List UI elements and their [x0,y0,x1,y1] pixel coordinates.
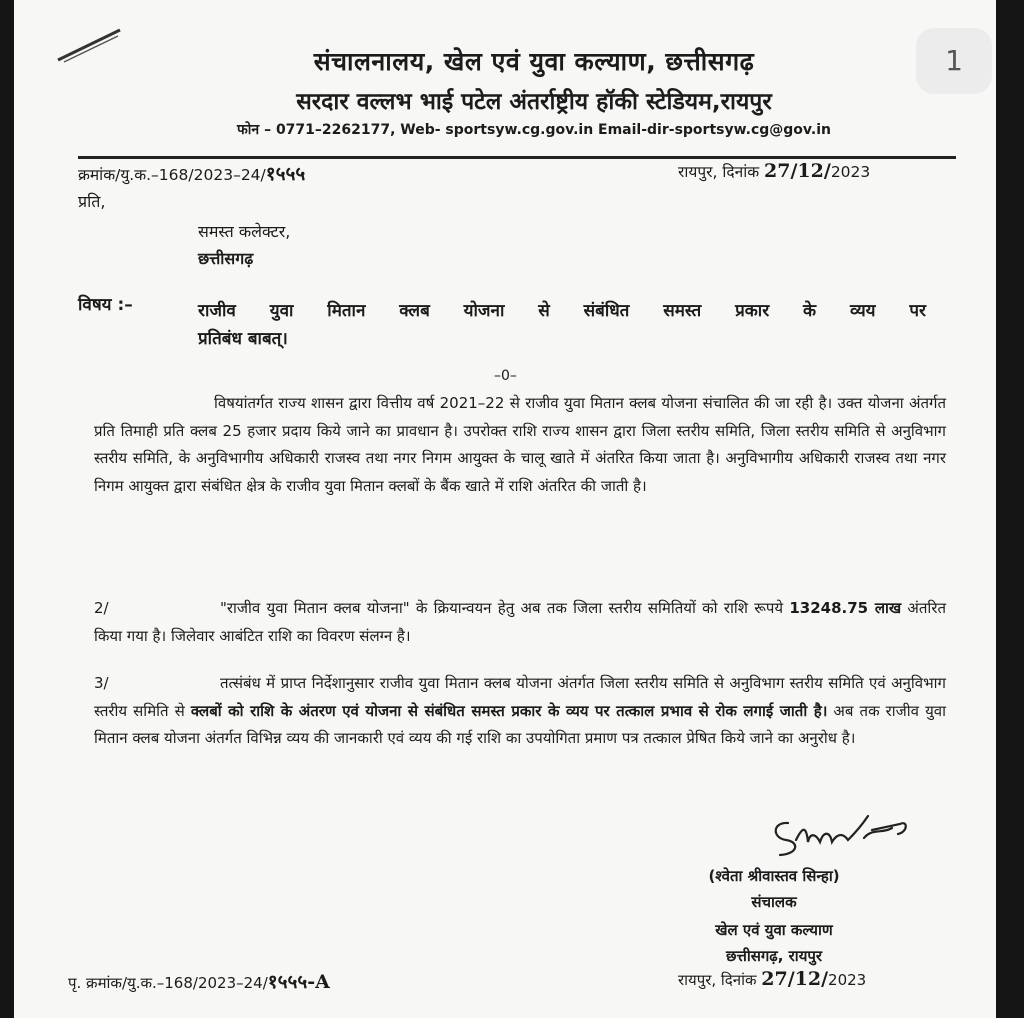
letterhead-address: सरदार वल्लभ भाई पटेल अंतर्राष्ट्रीय हॉकी स्टेडियम,रायपुर [296,89,772,115]
signatory-location: छत्तीसगढ़, रायपुर [725,947,823,965]
subject-line2: प्रतिबंध बाबत्। [198,329,288,349]
signatory-department: खेल एवं युवा कल्याण [715,921,833,939]
signatory-name: (श्वेता श्रीवास्तव सिन्हा) [708,867,840,885]
handwritten-signature [768,808,928,863]
pen-tick-mark [54,26,124,66]
amount-figure: 13248.75 लाख [789,599,902,617]
reference-number: क्रमांक/यु.क.–168/2023–24/१५५५ [78,163,306,185]
separator: –0– [494,368,517,384]
endorsement-reference: पृ. क्रमांक/यु.क.–168/2023–24/१५५५-A [68,971,330,993]
signatory-title: संचालक [751,893,797,911]
header-rule [78,156,956,159]
page-number-badge: 1 [916,28,992,94]
paragraph-1: विषयांतर्गत राज्य शासन द्वारा वित्तीय वर्ष 2021–22 से राजीव युवा मितान क्लब योजना संचालित की जा रही है। उक्त योजना अंतर्गत प्रति तिमाही प्रति क्लब 25 हजार प्रदाय किये जाने का प्रावधान है। उपरोक्त राशि राज्य शासन द्वारा जिला स्तरीय समिति, जिला स्तरीय समिति से अनुविभाग स्तरीय समिति, के अनुविभागीय अधिकारी राजस्व तथा नगर निगम आयुक्त के चालू खाते में अंतरित किया जाता है। अनुविभागीय अधिकारी राजस्व तथा नगर निगम आयुक्त द्वारा संबंधित क्षेत्र के राजीव युवा मितान क्लबों के बैंक खाते में राशि अंतरित की जाती है। [94,394,946,495]
document-page [14,0,996,1018]
letterhead-office: संचालनालय, खेल एवं युवा कल्याण, छत्तीसगढ़ [313,47,755,76]
restriction-statement: क्लबों को राशि के अंतरण एवं योजना से संबंधित समस्त प्रकार के व्यय पर तत्काल प्रभाव से रोक लगाई जाती है। [190,701,828,720]
paragraph-3-number: 3/ [94,674,109,692]
subject-line1: राजीव युवा मितान क्लब योजना से संबंधित समस्त प्रकार के व्यय पर [198,301,926,321]
paragraph-3: 3/ तत्संबंध में प्राप्त निर्देशानुसार राजीव युवा मितान क्लब योजना अंतर्गत जिला स्तरीय समिति से अनुविभाग स्तरीय समिति एवं अनुविभाग स्तरीय समिति से क्लबों को राशि के अंतरण एवं योजना से संबंधित समस्त प्रकार के व्यय पर तत्काल प्रभाव से रोक लगाई जाती है। अब तक राजीव युवा मितान क्लब योजना अंतर्गत विभिन्न व्यय की जानकारी एवं व्यय की गई राशि का उपयोगिता प्रमाण पत्र तत्काल प्रेषित किये जाने का अनुरोध है। [94,670,946,753]
endorsement-date: रायपुर, दिनांक 27/12/2023 [678,968,867,990]
to-label: प्रति, [78,192,106,211]
letter-date: रायपुर, दिनांक 27/12/2023 [678,160,871,182]
paragraph-2-number: 2/ [94,599,109,617]
subject-label: विषय :– [78,295,133,315]
addressee-line2: छत्तीसगढ़ [198,249,254,268]
paragraph-2: 2/ "राजीव युवा मितान क्लब योजना" के क्रियान्वयन हेतु अब तक जिला स्तरीय समितियों को राशि रूपये 13248.75 लाख अंतरित किया गया है। जिलेवार आबंटित राशि का विवरण संलग्न है। [94,595,946,650]
letterhead-contact: फोन – 0771–2262177, Web- sportsyw.cg.gov.in Email-dir-sportsyw.cg@gov.in [237,122,831,138]
addressee-line1: समस्त कलेक्टर, [198,222,291,241]
